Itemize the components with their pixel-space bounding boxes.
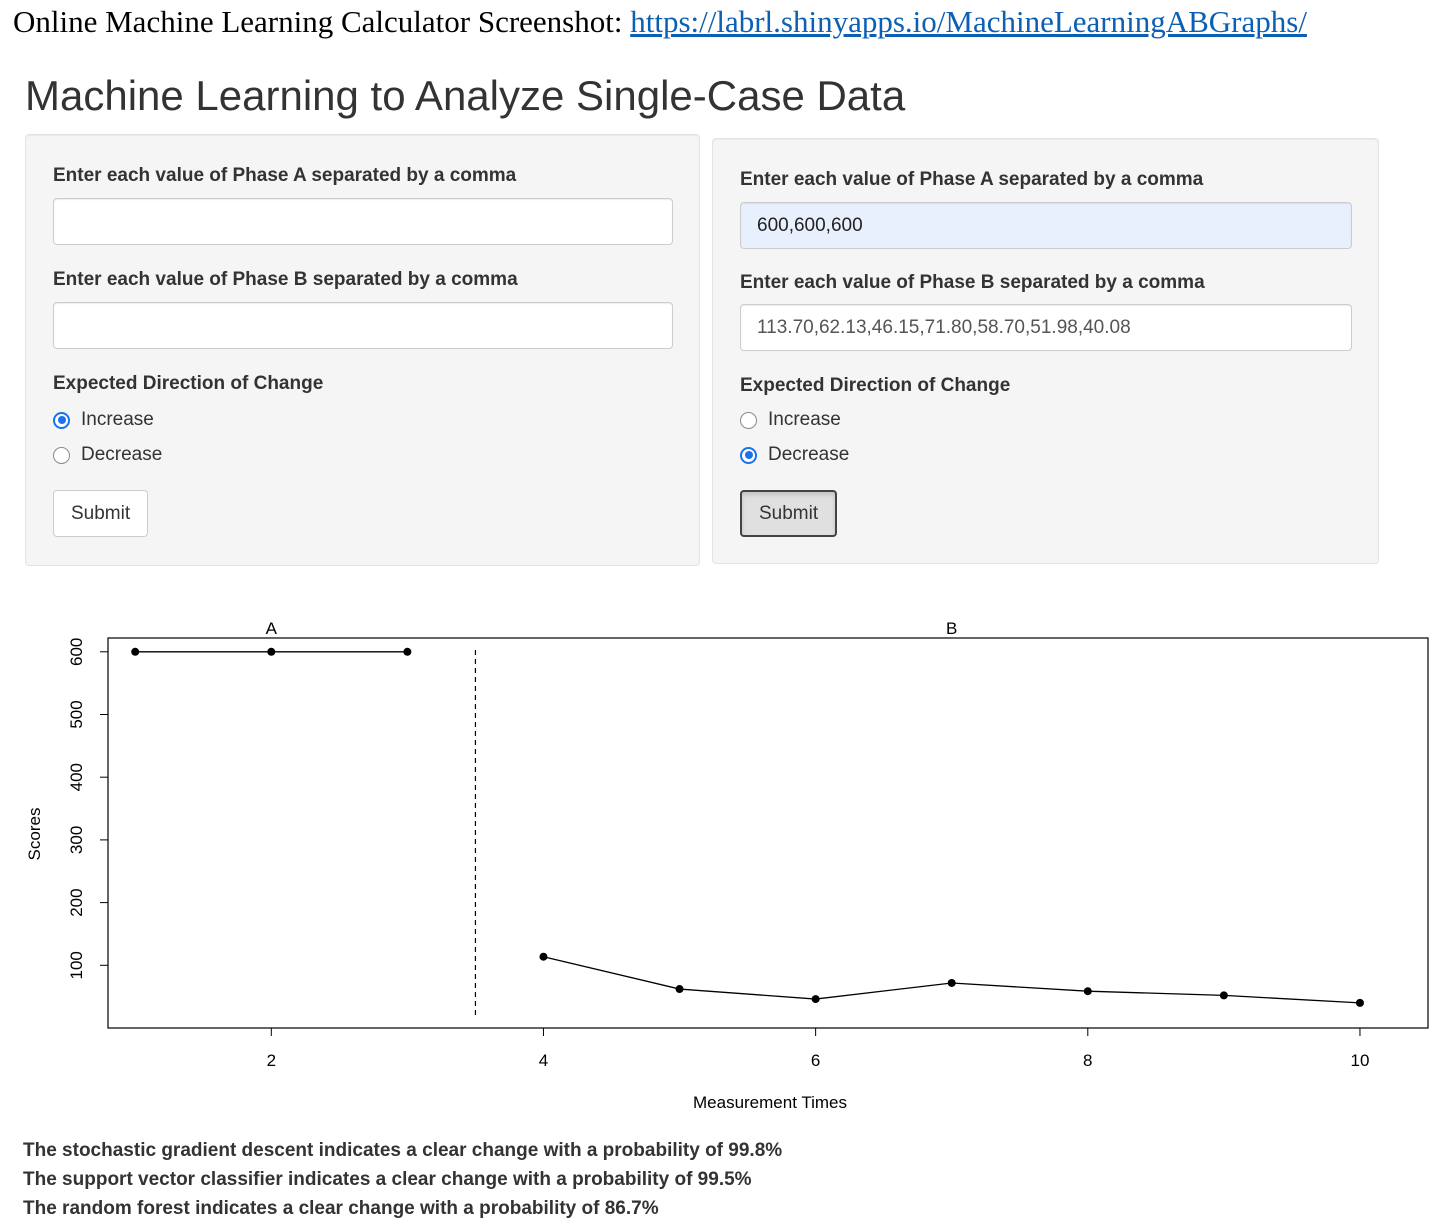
- data-point: [812, 995, 820, 1003]
- phase-b-label: Enter each value of Phase B separated by a comma: [53, 269, 518, 290]
- radio-decrease[interactable]: [53, 444, 162, 466]
- direction-label: Expected Direction of Change: [740, 375, 1011, 396]
- x-tick-label: 8: [1083, 1051, 1093, 1070]
- y-axis-title: Scores: [25, 807, 44, 861]
- x-tick-label: 4: [538, 1051, 549, 1070]
- y-tick-label: 500: [67, 700, 86, 729]
- y-tick-label: 200: [67, 888, 86, 917]
- x-tick-label: 2: [266, 1051, 277, 1070]
- radio-increase[interactable]: [740, 409, 841, 431]
- phase-a-label: Enter each value of Phase A separated by a comma: [740, 169, 1204, 190]
- submit-button[interactable]: Submit: [740, 490, 837, 537]
- x-axis-title: Measurement Times: [693, 1093, 847, 1112]
- phase-label-A: A: [265, 619, 277, 638]
- phase-b-input[interactable]: [53, 302, 673, 349]
- app-title: Machine Learning to Analyze Single-Case Data: [25, 72, 906, 119]
- phase-a-label: Enter each value of Phase A separated by a comma: [53, 165, 517, 186]
- radio-label: Increase: [768, 409, 841, 430]
- input-panel-filled: [712, 138, 1379, 564]
- data-point: [403, 648, 411, 656]
- submit-button[interactable]: Submit: [53, 490, 148, 537]
- x-tick-label: 6: [810, 1051, 821, 1070]
- ab-graph: [0, 600, 1449, 1120]
- direction-label: Expected Direction of Change: [53, 373, 324, 394]
- radio-increase[interactable]: [53, 409, 154, 431]
- data-point: [1356, 999, 1364, 1007]
- data-point: [1084, 987, 1092, 995]
- radio-label: Decrease: [768, 444, 850, 465]
- plot-frame: [108, 638, 1428, 1028]
- data-point: [539, 953, 547, 961]
- result-sgd: The stochastic gradient descent indicates a clear change with a probability of 99.8%: [23, 1140, 783, 1161]
- radio-label: Increase: [81, 409, 154, 430]
- radio-button-checked[interactable]: [53, 412, 70, 429]
- caption-prefix: Online Machine Learning Calculator Screenshot:: [13, 4, 631, 39]
- phase-a-input[interactable]: [53, 198, 673, 245]
- chart-marks: [25, 619, 1369, 1112]
- y-tick-label: 600: [67, 637, 86, 666]
- result-svc: The support vector classifier indicates a clear change with a probability of 99.5%: [23, 1169, 752, 1190]
- screenshot-caption: [13, 4, 1307, 40]
- radio-label: Decrease: [81, 444, 163, 465]
- radio-button-checked[interactable]: [740, 447, 757, 464]
- phase-a-input[interactable]: [740, 202, 1352, 249]
- y-tick-label: 400: [67, 763, 86, 792]
- radio-decrease[interactable]: [740, 444, 849, 466]
- app-url-link[interactable]: https://labrl.shinyapps.io/MachineLearningABGraphs/: [630, 4, 1307, 39]
- phase-b-input[interactable]: [740, 304, 1352, 351]
- phase-b-label: Enter each value of Phase B separated by a comma: [740, 272, 1205, 293]
- input-panel-empty: [25, 134, 700, 566]
- result-rf: The random forest indicates a clear change with a probability of 86.7%: [23, 1198, 659, 1219]
- data-point: [131, 648, 139, 656]
- y-tick-label: 300: [67, 825, 86, 855]
- data-point: [1220, 991, 1228, 999]
- x-tick-label: 10: [1350, 1051, 1370, 1070]
- y-tick-label: 100: [67, 951, 86, 980]
- phase-label-B: B: [946, 619, 958, 638]
- data-point: [676, 985, 684, 993]
- radio-button[interactable]: [53, 447, 70, 464]
- data-point: [267, 648, 275, 656]
- radio-button[interactable]: [740, 412, 757, 429]
- data-point: [948, 979, 956, 987]
